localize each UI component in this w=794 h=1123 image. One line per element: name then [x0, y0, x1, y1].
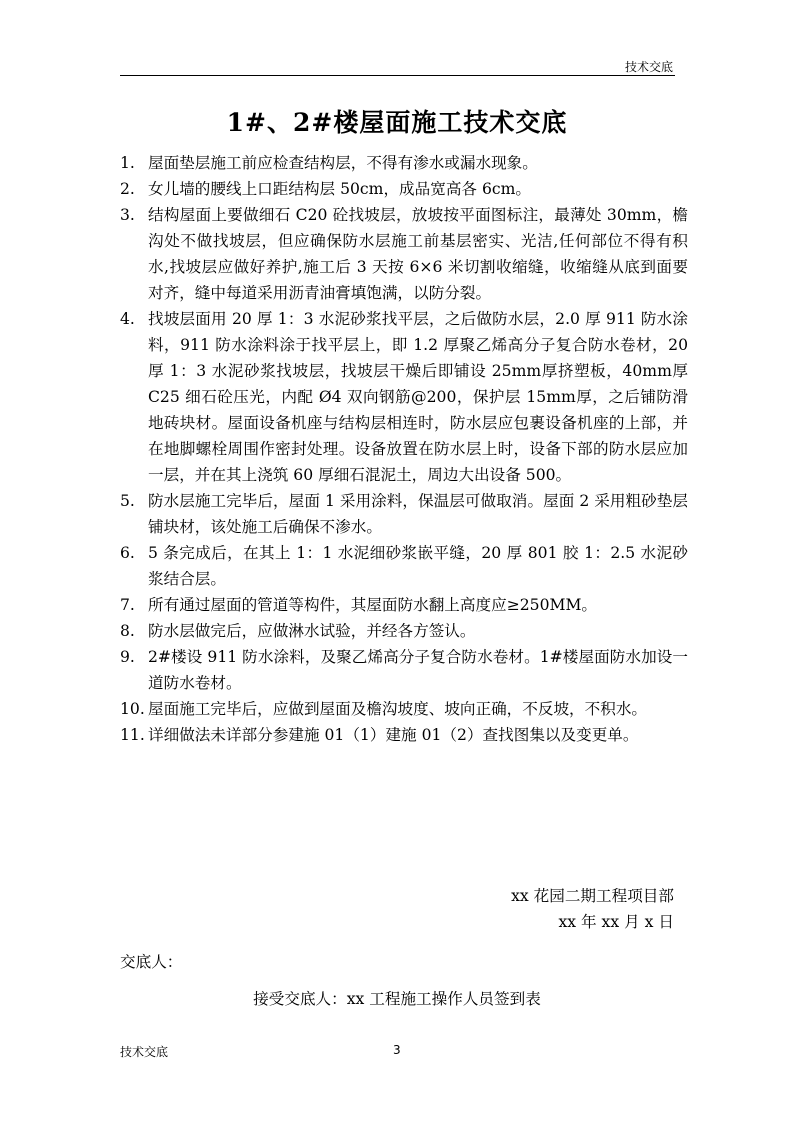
organization-name: xx 花园二期工程项目部: [511, 887, 674, 905]
footer-text: 技术交底: [120, 1045, 169, 1059]
list-item-number: 5.: [120, 492, 135, 510]
list-item-number: 8.: [120, 622, 135, 640]
list-item: [120, 488, 688, 540]
sign-date: xx 年 xx 月 x 日: [558, 913, 674, 931]
page-number: 3: [393, 1043, 401, 1057]
instruction-list: [120, 150, 688, 748]
page-header: [120, 50, 675, 76]
list-item-text: 2#楼设 911 防水涂料，及聚乙烯高分子复合防水卷材。1#楼屋面防水加设一道防水卷材。: [148, 648, 688, 692]
list-item-text: 屋面垫层施工前应检查结构层，不得有渗水或漏水现象。: [148, 154, 538, 172]
list-item-number: 11.: [120, 726, 145, 744]
list-item-text: 结构屋面上要做细石 C20 砼找坡层，放坡按平面图标注，最薄处 30mm，檐沟处不做找坡层，但应确保防水层施工前基层密实、光洁,任何部位不得有积水,找坡层应做好养护,施工后 3 天按 6×6 米切割收缩缝，收缩缝从底到面要对齐，缝中每道采用沥青油膏填饱满，以防分裂。: [148, 206, 688, 302]
header-text: 技术交底: [624, 60, 673, 74]
list-item-text: 防水层施工完毕后，屋面 1 采用涂料，保温层可做取消。屋面 2 采用粗砂垫层铺块材，该处施工后确保不渗水。: [148, 492, 688, 536]
list-item-text: 详细做法未详部分参建施 01（1）建施 01（2）查找图集以及变更单。: [148, 726, 639, 744]
list-item-number: 1.: [120, 154, 135, 172]
list-item-text: 女儿墙的腰线上口距结构层 50cm，成品宽高各 6cm。: [148, 180, 531, 198]
list-item-number: 10.: [120, 700, 145, 718]
discloser-label: 交底人：: [120, 953, 183, 971]
list-item-number: 7.: [120, 596, 135, 614]
list-item-number: 2.: [120, 180, 135, 198]
list-item-text: 找坡层面用 20 厚 1：3 水泥砂浆找平层，之后做防水层，2.0 厚 911 防水涂料，911 防水涂料涂于找平层上，即 1.2 厚聚乙烯高分子复合防水卷材，20 厚 1：3 水泥砂浆找坡层，找坡层干燥后即铺设 25mm厚挤塑板，40mm厚 C25 细石砼压光，内配 Ø4 双向钢筋@200，保护层 15mm厚，之后铺防滑地砖块材。屋面设备机座与结构层相连时，防水层应包裹设备机座的上部，并在地脚螺栓周围作密封处理。设备放置在防水层上时，设备下部的防水层应加一层，并在其上浇筑 60 厚细石混泥土，周边大出设备 500。: [148, 310, 688, 484]
list-item: [120, 592, 688, 618]
list-item: [120, 150, 688, 176]
list-item: [120, 176, 688, 202]
list-item-text: 5 条完成后，在其上 1：1 水泥细砂浆嵌平缝，20 厚 801 胶 1：2.5 水泥砂浆结合层。: [148, 544, 688, 588]
list-item-text: 屋面施工完毕后，应做到屋面及檐沟坡度、坡向正确，不反坡，不积水。: [148, 700, 648, 718]
list-item: [120, 306, 688, 488]
list-item: [120, 540, 688, 592]
list-item-text: 防水层做完后，应做淋水试验，并经各方签认。: [148, 622, 476, 640]
list-item-number: 9.: [120, 648, 135, 666]
list-item: [120, 696, 688, 722]
list-item-number: 3.: [120, 206, 135, 224]
page-title: 1#、2#楼屋面施工技术交底: [226, 108, 568, 137]
list-item: [120, 722, 688, 748]
list-item: [120, 202, 688, 306]
list-item-number: 6.: [120, 544, 135, 562]
list-item: [120, 618, 688, 644]
list-item: [120, 644, 688, 696]
list-item-text: 所有通过屋面的管道等构件，其屋面防水翻上高度应≥250MM。: [148, 596, 598, 614]
receiver-label: 接受交底人：xx 工程施工操作人员签到表: [253, 990, 541, 1008]
list-item-number: 4.: [120, 310, 135, 328]
